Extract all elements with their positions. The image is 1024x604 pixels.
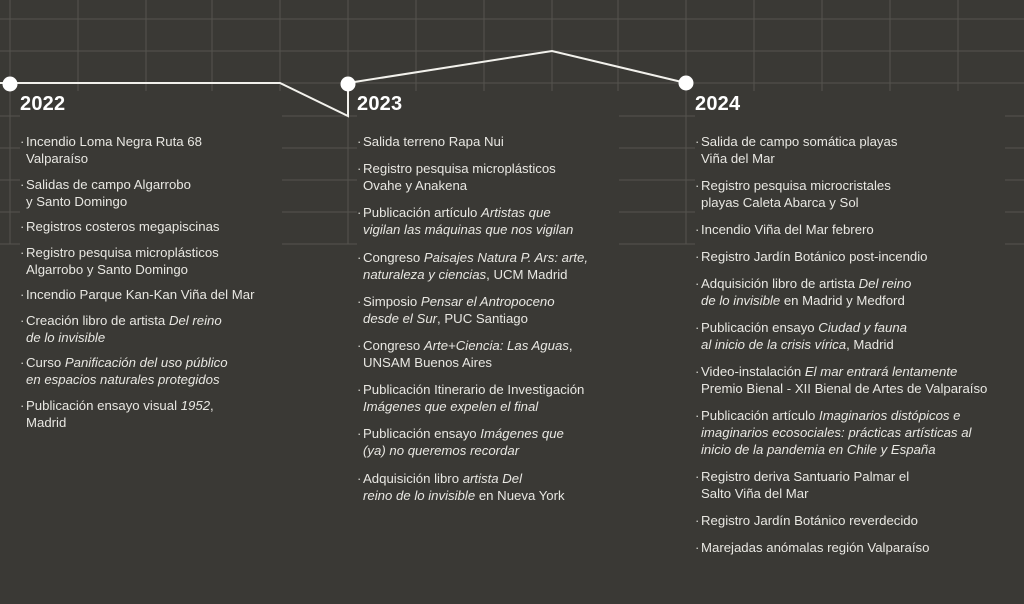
event-item: · Registros costeros megapiscinas: [20, 218, 282, 235]
event-item: · Adquisición libro de artista Del reino de lo invisible en Madrid y Medford: [695, 275, 1005, 309]
event-item: · Salidas de campo Algarrobo y Santo Domingo: [20, 176, 282, 210]
event-item: · Incendio Parque Kan-Kan Viña del Mar: [20, 286, 282, 303]
timeline-node-2024: [679, 76, 694, 91]
event-item: · Publicación artículo Artistas que vigilan las máquinas que nos vigilan: [357, 204, 619, 238]
year-heading: 2024: [695, 93, 741, 115]
event-item: · Congreso Paisajes Natura P. Ars: arte, naturaleza y ciencias, UCM Madrid: [357, 249, 619, 283]
event-item: · Publicación ensayo Ciudad y fauna al inicio de la crisis vírica, Madrid: [695, 319, 1005, 353]
event-item: · Curso Panificación del uso público en espacios naturales protegidos: [20, 354, 282, 388]
event-item: · Adquisición libro artista Del reino de lo invisible en Nueva York: [357, 470, 619, 504]
event-item: · Congreso Arte+Ciencia: Las Aguas, UNSAM Buenos Aires: [357, 337, 619, 371]
event-item: · Creación libro de artista Del reino de lo invisible: [20, 312, 282, 346]
event-item: · Registro pesquisa microplásticos Ovahe y Anakena: [357, 160, 619, 194]
event-item: · Registro Jardín Botánico reverdecido: [695, 512, 1005, 529]
event-item: · Simposio Pensar el Antropoceno desde el Sur, PUC Santiago: [357, 293, 619, 327]
timeline-node-2022: [3, 77, 18, 92]
event-item: · Registro pesquisa microplásticos Algarrobo y Santo Domingo: [20, 244, 282, 278]
year-heading: 2022: [20, 93, 66, 115]
event-item: · Registro deriva Santuario Palmar el Salto Viña del Mar: [695, 468, 1005, 502]
event-item: · Incendio Loma Negra Ruta 68 Valparaíso: [20, 133, 282, 167]
event-item: · Video-instalación El mar entrará lentamente Premio Bienal - XII Bienal de Artes de Valparaíso: [695, 363, 1005, 397]
timeline-node-2023: [341, 77, 356, 92]
event-item: · Salida de campo somática playas Viña del Mar: [695, 133, 1005, 167]
event-item: · Publicación ensayo visual 1952, Madrid: [20, 397, 282, 431]
event-item: · Incendio Viña del Mar febrero: [695, 221, 1005, 238]
event-item: · Registro pesquisa microcristales playas Caleta Abarca y Sol: [695, 177, 1005, 211]
year-heading: 2023: [357, 93, 403, 115]
event-item: · Salida terreno Rapa Nui: [357, 133, 619, 150]
event-item: · Publicación Itinerario de Investigación Imágenes que expelen el final: [357, 381, 619, 415]
event-item: · Marejadas anómalas región Valparaíso: [695, 539, 1005, 556]
event-item: · Publicación ensayo Imágenes que (ya) no queremos recordar: [357, 425, 619, 459]
event-item: · Publicación artículo Imaginarios distópicos e imaginarios ecosociales: prácticas artísticas al inicio de la pandemia en Chile y España: [695, 407, 1005, 458]
event-item: · Registro Jardín Botánico post-incendio: [695, 248, 1005, 265]
